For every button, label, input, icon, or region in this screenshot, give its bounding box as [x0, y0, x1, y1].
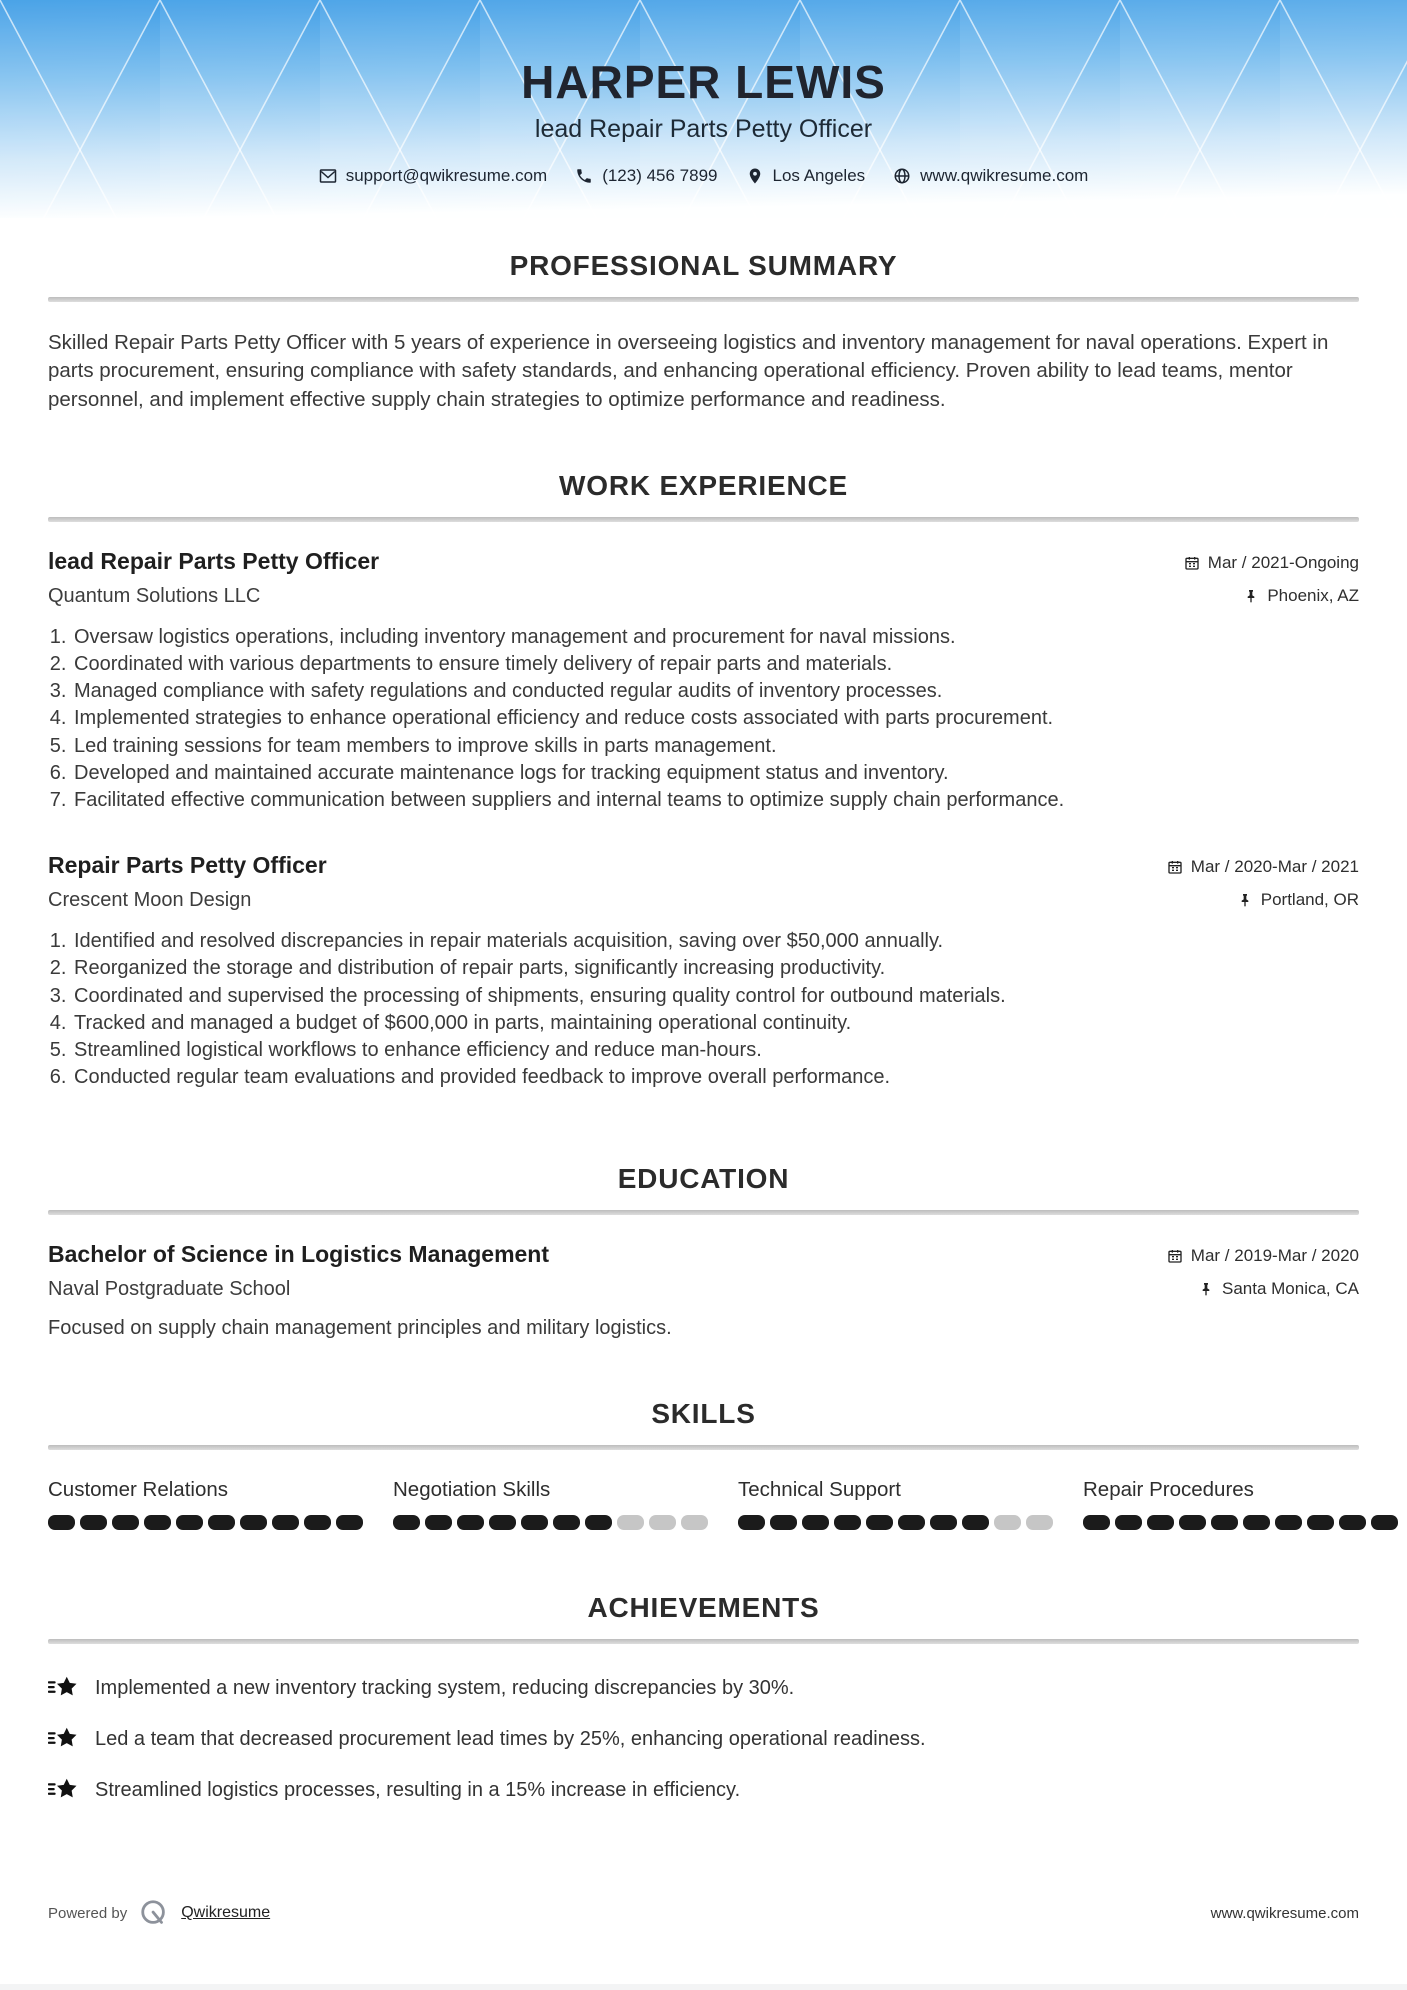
- skill-item: [1083, 1478, 1398, 1530]
- shooting-star-icon: [48, 1674, 78, 1702]
- skill-level-bar: [393, 1515, 708, 1530]
- achievement-text: Implemented a new inventory tracking system, reducing discrepancies by 30%.: [95, 1676, 795, 1699]
- skill-segment: [802, 1515, 829, 1530]
- skill-segment: [208, 1515, 235, 1530]
- contact-location: [746, 166, 866, 186]
- summary-text: Skilled Repair Parts Petty Officer with 5 years of experience in overseeing logistics and inventory management for naval operations. Expert in parts procurement, ensuring compliance with safety standards, and enhancing operational efficiency. Proven ability to lead teams, mentor personnel, and implement effective supply chain strategies to optimize performance and readiness.: [48, 331, 1329, 411]
- job-bullet: 3. Coordinated and supervised the processing of shipments, ensuring quality control for outbound materials.: [72, 983, 1359, 1010]
- skill-level-bar: [1083, 1515, 1398, 1530]
- job-bullet-list: [48, 928, 1359, 1091]
- section-professional-summary: [48, 250, 1359, 414]
- section-divider: [48, 297, 1359, 302]
- powered-by-label: Powered by: [48, 1904, 128, 1922]
- job-bullet: 6. Conducted regular team evaluations and provided feedback to improve overall performance.: [72, 1064, 1359, 1091]
- skill-segment: [112, 1515, 139, 1530]
- section-divider: [48, 1210, 1359, 1215]
- skill-segment: [1307, 1515, 1334, 1530]
- job-location: Phoenix, AZ: [1267, 585, 1359, 605]
- candidate-name: HARPER LEWIS: [521, 56, 886, 108]
- skill-segment: [1179, 1515, 1206, 1530]
- skill-segment: [489, 1515, 516, 1530]
- achievement-text: Streamlined logistics processes, resulting in a 15% increase in efficiency.: [95, 1778, 741, 1801]
- skill-level-bar: [738, 1515, 1053, 1530]
- skill-segment: [48, 1515, 75, 1530]
- achievement-item: [48, 1776, 1359, 1804]
- skill-segment: [80, 1515, 107, 1530]
- job-bullet: 2. Reorganized the storage and distribution of repair parts, significantly increasing productivity.: [72, 955, 1359, 982]
- skill-segment: [457, 1515, 484, 1530]
- envelope-icon: [319, 167, 337, 185]
- section-divider: [48, 1639, 1359, 1644]
- contact-phone: [575, 166, 717, 186]
- contact-location-text: Los Angeles: [772, 166, 866, 186]
- skill-segment: [1211, 1515, 1238, 1530]
- achievements-heading: ACHIEVEMENTS: [587, 1592, 820, 1624]
- qwikresume-logo-icon: [139, 1898, 169, 1928]
- work-heading: WORK EXPERIENCE: [559, 469, 848, 501]
- calendar-icon: [1167, 1248, 1183, 1264]
- skill-item: [738, 1478, 1053, 1530]
- skill-name: Repair Procedures: [1083, 1478, 1254, 1502]
- school-name: Naval Postgraduate School: [48, 1278, 291, 1301]
- shooting-star-icon: [48, 1725, 78, 1753]
- section-work-experience: [48, 470, 1359, 1091]
- skill-segment: [304, 1515, 331, 1530]
- skill-segment: [1083, 1515, 1110, 1530]
- footer: [48, 1898, 1359, 1928]
- section-skills: [48, 1398, 1359, 1530]
- skill-name: Technical Support: [738, 1478, 901, 1502]
- achievement-text: Led a team that decreased procurement lead times by 25%, enhancing operational readiness.: [95, 1727, 926, 1750]
- skill-name: Negotiation Skills: [393, 1478, 551, 1502]
- job-bullet: 4. Implemented strategies to enhance operational efficiency and reduce costs associated with parts procurement.: [72, 705, 1359, 732]
- contact-email[interactable]: [319, 166, 548, 186]
- job-bullet: 6. Developed and maintained accurate maintenance logs for tracking equipment status and inventory.: [72, 760, 1359, 787]
- job-dates: Mar / 2020-Mar / 2021: [1190, 857, 1359, 877]
- skill-segment: [521, 1515, 548, 1530]
- degree-title: Bachelor of Science in Logistics Management: [48, 1241, 550, 1268]
- job-bullet: 3. Managed compliance with safety regulations and conducted regular audits of inventory processes.: [72, 678, 1359, 705]
- skills-grid: [48, 1478, 1359, 1530]
- job-bullet: 5. Streamlined logistical workflows to enhance efficiency and reduce man-hours.: [72, 1037, 1359, 1064]
- skill-segment: [272, 1515, 299, 1530]
- summary-heading: PROFESSIONAL SUMMARY: [509, 250, 898, 281]
- pushpin-icon: [1198, 1281, 1214, 1297]
- skill-item: [48, 1478, 363, 1530]
- skill-segment: [336, 1515, 363, 1530]
- job-company: Crescent Moon Design: [48, 889, 252, 912]
- section-divider: [48, 517, 1359, 522]
- skills-heading: SKILLS: [651, 1398, 756, 1430]
- job-bullet: 1. Oversaw logistics operations, including inventory management and procurement for naval missions.: [72, 624, 1359, 651]
- skill-segment: [834, 1515, 861, 1530]
- job-dates: Mar / 2021-Ongoing: [1207, 552, 1359, 572]
- skill-segment: [962, 1515, 989, 1530]
- skill-segment: [553, 1515, 580, 1530]
- skill-segment: [898, 1515, 925, 1530]
- contact-website[interactable]: [893, 166, 1088, 186]
- contact-email-text: support@qwikresume.com: [345, 166, 548, 186]
- job-bullet: 4. Tracked and managed a budget of $600,000 in parts, maintaining operational continuity.: [72, 1010, 1359, 1037]
- education-description: Focused on supply chain management principles and military logistics.: [48, 1317, 672, 1340]
- pushpin-icon: [1237, 892, 1253, 908]
- skill-segment: [585, 1515, 612, 1530]
- skill-segment: [1339, 1515, 1366, 1530]
- skill-segment: [1115, 1515, 1142, 1530]
- job-entry: [48, 548, 1359, 814]
- job-bullet: 5. Led training sessions for team members to improve skills in parts management.: [72, 733, 1359, 760]
- calendar-icon: [1184, 555, 1200, 571]
- skill-level-bar: [48, 1515, 363, 1530]
- education-entry: [48, 1241, 1359, 1340]
- skill-segment: [681, 1515, 708, 1530]
- skill-segment: [240, 1515, 267, 1530]
- skill-segment: [1371, 1515, 1398, 1530]
- skill-segment: [617, 1515, 644, 1530]
- skill-segment: [930, 1515, 957, 1530]
- skill-segment: [393, 1515, 420, 1530]
- skill-item: [393, 1478, 708, 1530]
- education-heading: EDUCATION: [617, 1163, 790, 1195]
- candidate-title: lead Repair Parts Petty Officer: [534, 115, 873, 144]
- skill-segment: [1243, 1515, 1270, 1530]
- achievement-item: [48, 1725, 1359, 1753]
- skill-segment: [738, 1515, 765, 1530]
- page-bottom-strip: [0, 1984, 1407, 1990]
- map-pin-icon: [746, 167, 764, 185]
- skill-segment: [770, 1515, 797, 1530]
- achievement-item: [48, 1674, 1359, 1702]
- qwikresume-brand-link[interactable]: Qwikresume: [181, 1904, 271, 1921]
- shooting-star-icon: [48, 1776, 78, 1804]
- section-education: [48, 1163, 1359, 1340]
- skill-segment: [1147, 1515, 1174, 1530]
- footer-website-link[interactable]: www.qwikresume.com: [1210, 1904, 1359, 1922]
- skill-segment: [994, 1515, 1021, 1530]
- skill-segment: [1026, 1515, 1053, 1530]
- pushpin-icon: [1243, 588, 1259, 604]
- calendar-icon: [1167, 859, 1183, 875]
- achievements-list: [48, 1674, 1359, 1804]
- skill-segment: [176, 1515, 203, 1530]
- contact-phone-text: (123) 456 7899: [602, 166, 718, 186]
- job-entry: [48, 852, 1359, 1091]
- section-achievements: [48, 1592, 1359, 1804]
- skill-segment: [649, 1515, 676, 1530]
- contact-website-text: www.qwikresume.com: [920, 166, 1089, 186]
- education-dates: Mar / 2019-Mar / 2020: [1190, 1246, 1359, 1266]
- job-title: lead Repair Parts Petty Officer: [48, 547, 380, 574]
- phone-icon: [575, 167, 593, 185]
- contact-row: [0, 166, 1407, 186]
- header-banner: [0, 0, 1407, 218]
- job-bullet: 7. Facilitated effective communication between suppliers and internal teams to optimize supply chain performance.: [72, 787, 1359, 814]
- skill-name: Customer Relations: [48, 1478, 229, 1502]
- job-company: Quantum Solutions LLC: [48, 584, 261, 607]
- education-location: Santa Monica, CA: [1221, 1279, 1359, 1299]
- job-bullet: 1. Identified and resolved discrepancies in repair materials acquisition, saving over $50,000 annually.: [72, 928, 1359, 955]
- section-divider: [48, 1445, 1359, 1450]
- job-location: Portland, OR: [1260, 890, 1359, 910]
- resume-body: [0, 250, 1407, 1804]
- job-title: Repair Parts Petty Officer: [48, 852, 327, 879]
- skill-segment: [866, 1515, 893, 1530]
- job-bullet: 2. Coordinated with various departments to ensure timely delivery of repair parts and materials.: [72, 651, 1359, 678]
- skill-segment: [425, 1515, 452, 1530]
- skill-segment: [144, 1515, 171, 1530]
- job-bullet-list: [48, 624, 1359, 814]
- skill-segment: [1275, 1515, 1302, 1530]
- globe-icon: [893, 167, 911, 185]
